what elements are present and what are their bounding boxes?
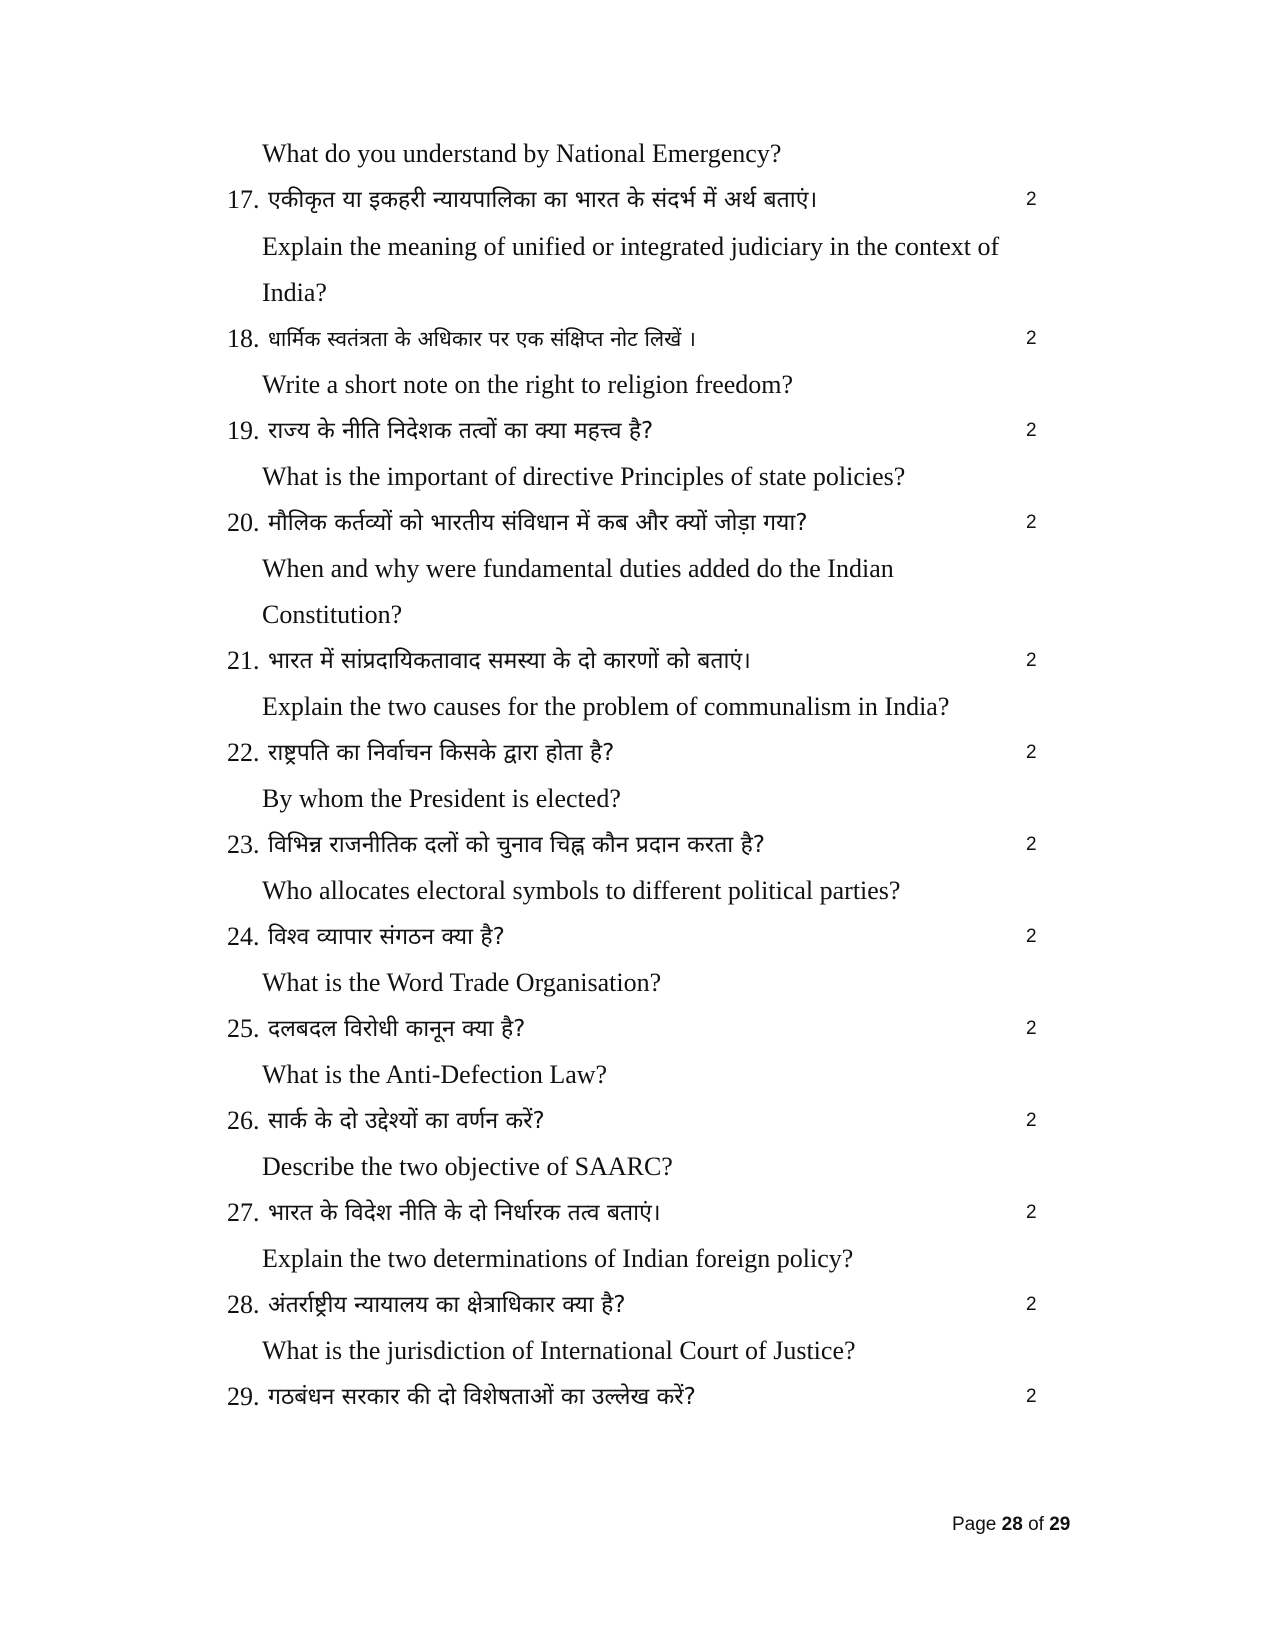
question-hindi-text: भारत के विदेश नीति के दो निर्धारक तत्व बताएं। (268, 1200, 661, 1226)
question-20-hindi-line (0, 507, 1275, 553)
question-23-hindi-line (0, 829, 1275, 875)
question-23-english-line (0, 875, 1275, 921)
page-number-footer (952, 1512, 1070, 1538)
question-english-text: Constitution? (262, 600, 403, 629)
question-english-text: What is the jurisdiction of International Court of Justice? (262, 1336, 856, 1365)
question-27-hindi-line (0, 1197, 1275, 1243)
question-english-text: What is the Word Trade Organisation? (262, 968, 662, 997)
question-17-english-line (0, 231, 1275, 277)
question-hindi-text: विभिन्न राजनीतिक दलों को चुनाव चिह्न कौन प्रदान करता है? (268, 832, 765, 858)
question-number: 29. (227, 1382, 260, 1411)
question-english-text: Explain the meaning of unified or integrated judiciary in the context of (262, 232, 1000, 261)
question-hindi-text: मौलिक कर्तव्यों को भारतीय संविधान में कब और क्यों जोड़ा गया? (268, 510, 808, 536)
question-28-english-line (0, 1335, 1275, 1381)
question-hindi-text: धार्मिक स्वतंत्रता के अधिकार पर एक संक्षिप्त नोट लिखें । (268, 327, 696, 351)
question-hindi-text: दलबदल विरोधी कानून क्या है? (268, 1016, 526, 1042)
question-english-text: Describe the two objective of SAARC? (262, 1152, 673, 1181)
question-26-hindi-line (0, 1105, 1275, 1151)
question-19-hindi-line (0, 415, 1275, 461)
question-marks: 2 (1026, 1386, 1037, 1407)
question-number: 22. (227, 738, 260, 767)
question-english-text: Explain the two causes for the problem of communalism in India? (262, 692, 950, 721)
question-20-english-line (0, 553, 1275, 599)
page-of-label: of (1028, 1514, 1044, 1535)
question-26-english-line (0, 1151, 1275, 1197)
question-number: 20. (227, 508, 260, 537)
question-marks: 2 (1026, 834, 1037, 855)
question-english-text: Explain the two determinations of Indian foreign policy? (262, 1244, 854, 1273)
question-english-text: India? (262, 278, 327, 307)
question-marks: 2 (1026, 650, 1037, 671)
question-english-text: Write a short note on the right to religion freedom? (262, 370, 794, 399)
question-marks: 2 (1026, 1202, 1037, 1223)
question-number: 23. (227, 830, 260, 859)
question-marks: 2 (1026, 742, 1037, 763)
question-hindi-text: अंतर्राष्ट्रीय न्यायालय का क्षेत्राधिकार क्या है? (268, 1292, 626, 1318)
question-number: 26. (227, 1106, 260, 1135)
question-hindi-text: एकीकृत या इकहरी न्यायपालिका का भारत के संदर्भ में अर्थ बताएं। (268, 187, 818, 213)
question-marks: 2 (1026, 512, 1037, 533)
question-english-text: By whom the President is elected? (262, 784, 621, 813)
question-21-english-line (0, 691, 1275, 737)
question-25-hindi-line (0, 1013, 1275, 1059)
question-24-english-line (0, 967, 1275, 1013)
question-marks: 2 (1026, 328, 1037, 349)
question-hindi-text: राज्य के नीति निदेशक तत्वों का क्या महत्त्व है? (268, 418, 654, 444)
question-16-english-line (0, 138, 1275, 184)
question-hindi-text: सार्क के दो उद्देश्यों का वर्णन करें? (268, 1108, 545, 1134)
total-page-number: 29 (1049, 1514, 1071, 1535)
current-page-number: 28 (1001, 1514, 1023, 1535)
question-28-hindi-line (0, 1289, 1275, 1335)
question-number: 27. (227, 1198, 260, 1227)
question-marks: 2 (1026, 1018, 1037, 1039)
question-number: 18. (227, 324, 260, 353)
question-marks: 2 (1026, 189, 1037, 210)
question-marks: 2 (1026, 1110, 1037, 1131)
question-22-hindi-line (0, 737, 1275, 783)
question-17-english-line-2 (0, 277, 1275, 323)
question-24-hindi-line (0, 921, 1275, 967)
question-english-text: What do you understand by National Emergency? (262, 139, 782, 168)
question-29-hindi-line (0, 1381, 1275, 1427)
question-marks: 2 (1026, 1294, 1037, 1315)
question-20-english-line-2 (0, 599, 1275, 645)
question-number: 17. (227, 185, 260, 214)
question-19-english-line (0, 461, 1275, 507)
question-english-text: When and why were fundamental duties added do the Indian (262, 554, 894, 583)
question-english-text: Who allocates electoral symbols to different political parties? (262, 876, 901, 905)
page-label: Page (952, 1514, 997, 1535)
question-18-hindi-line (0, 323, 1275, 369)
question-english-text: What is the Anti-Defection Law? (262, 1060, 608, 1089)
question-number: 24. (227, 922, 260, 951)
question-english-text: What is the important of directive Principles of state policies? (262, 462, 906, 491)
question-25-english-line (0, 1059, 1275, 1105)
question-hindi-text: राष्ट्रपति का निर्वाचन किसके द्वारा होता है? (268, 740, 615, 766)
question-number: 25. (227, 1014, 260, 1043)
question-21-hindi-line (0, 645, 1275, 691)
question-number: 28. (227, 1290, 260, 1319)
question-hindi-text: विश्व व्यापार संगठन क्या है? (268, 924, 505, 950)
question-marks: 2 (1026, 926, 1037, 947)
question-number: 21. (227, 646, 260, 675)
question-22-english-line (0, 783, 1275, 829)
question-number: 19. (227, 416, 260, 445)
question-17-hindi-line (0, 184, 1275, 230)
question-18-english-line (0, 369, 1275, 415)
question-marks: 2 (1026, 420, 1037, 441)
question-hindi-text: गठबंधन सरकार की दो विशेषताओं का उल्लेख करें? (268, 1384, 696, 1410)
question-27-english-line (0, 1243, 1275, 1289)
question-hindi-text: भारत में सांप्रदायिकतावाद समस्या के दो कारणों को बताएं। (268, 648, 751, 674)
